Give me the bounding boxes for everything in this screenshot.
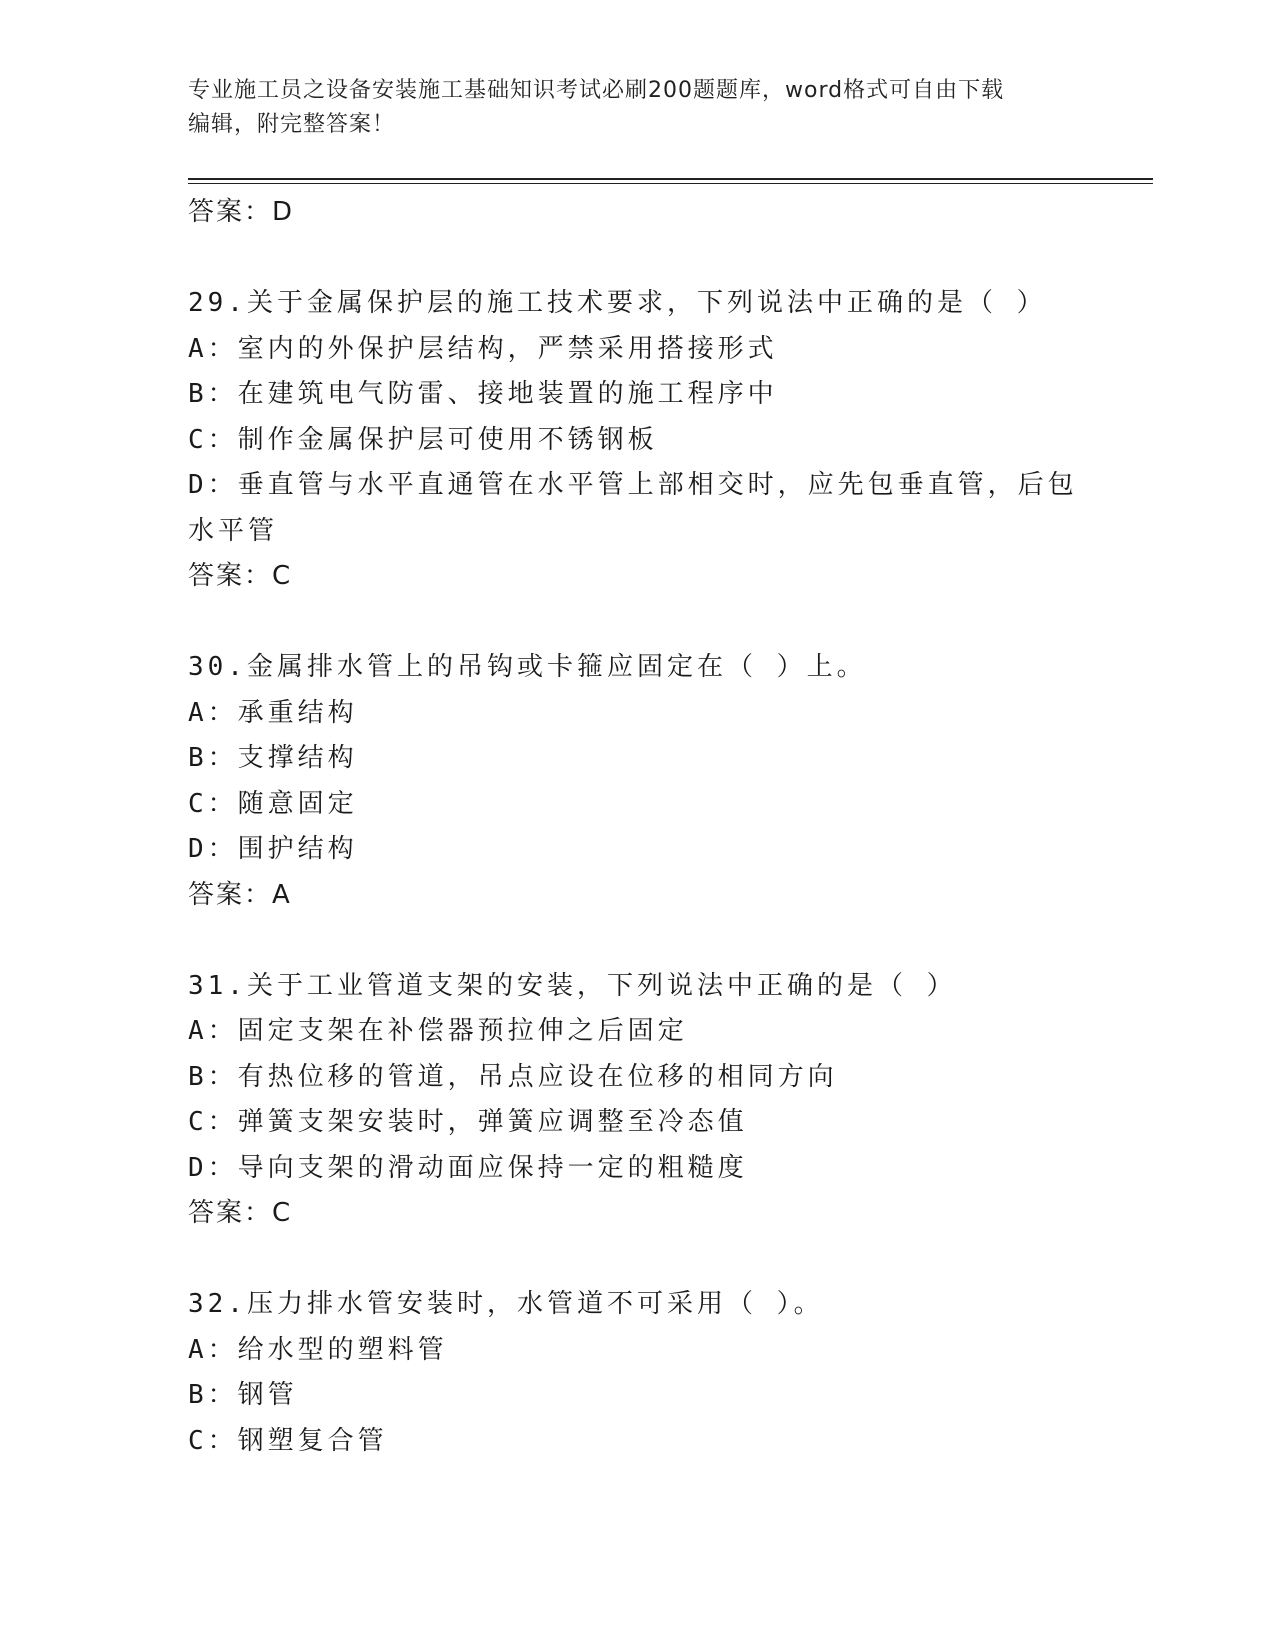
- question-answer: 答案：C: [188, 561, 293, 591]
- question-answer: 答案：C: [188, 1198, 293, 1228]
- option-c: C：弹簧支架安装时，弹簧应调整至冷态值: [188, 1107, 748, 1137]
- option-a: A：固定支架在补偿器预拉伸之后固定: [188, 1016, 688, 1046]
- option-a: A：承重结构: [188, 697, 358, 728]
- option-d: D：围护结构: [188, 834, 358, 864]
- spacer: [188, 236, 1088, 282]
- question-29: [188, 281, 1088, 600]
- option-b: B：在建筑电气防雷、接地装置的施工程序中: [188, 379, 778, 409]
- question-stem: 29.关于金属保护层的施工技术要求，下列说法中正确的是（ ）: [188, 288, 1047, 318]
- option-a: A：给水型的塑料管: [188, 1334, 448, 1365]
- spacer: [188, 918, 1088, 964]
- question-31: [188, 964, 1088, 1237]
- option-b: B：钢管: [188, 1380, 298, 1410]
- option-c: C：制作金属保护层可使用不锈钢板: [188, 424, 658, 455]
- document-header: [188, 74, 1068, 142]
- option-c: C：钢塑复合管: [188, 1425, 388, 1456]
- option-b: B：支撑结构: [188, 743, 358, 773]
- question-stem: 31.关于工业管道支架的安装，下列说法中正确的是（ ）: [188, 970, 957, 1001]
- option-c: C：随意固定: [188, 788, 358, 819]
- header-title-line-2: 编辑，附完整答案！: [188, 112, 396, 137]
- question-stem: 30.金属排水管上的吊钩或卡箍应固定在（ ）上。: [188, 652, 867, 682]
- question-32: [188, 1282, 1088, 1464]
- header-title-line-1: 专业施工员之设备安装施工基础知识考试必刷200题题库，word格式可自由下载: [188, 78, 1005, 103]
- header-divider: [188, 178, 1153, 184]
- option-d: D：导向支架的滑动面应保持一定的粗糙度: [188, 1152, 748, 1183]
- question-30: [188, 645, 1088, 918]
- spacer: [188, 600, 1088, 646]
- question-list: [188, 190, 1088, 1464]
- question-stem: 32.压力排水管安装时，水管道不可采用（ ）。: [188, 1289, 824, 1319]
- option-b: B：有热位移的管道，吊点应设在位移的相同方向: [188, 1061, 838, 1092]
- question-answer: 答案：A: [188, 879, 292, 910]
- spacer: [188, 1237, 1088, 1283]
- previous-answer: 答案：D: [188, 197, 295, 227]
- option-a: A：室内的外保护层结构，严禁采用搭接形式: [188, 333, 778, 364]
- option-d: D：垂直管与水平直通管在水平管上部相交时，应先包垂直管，后包水平管: [188, 470, 1078, 546]
